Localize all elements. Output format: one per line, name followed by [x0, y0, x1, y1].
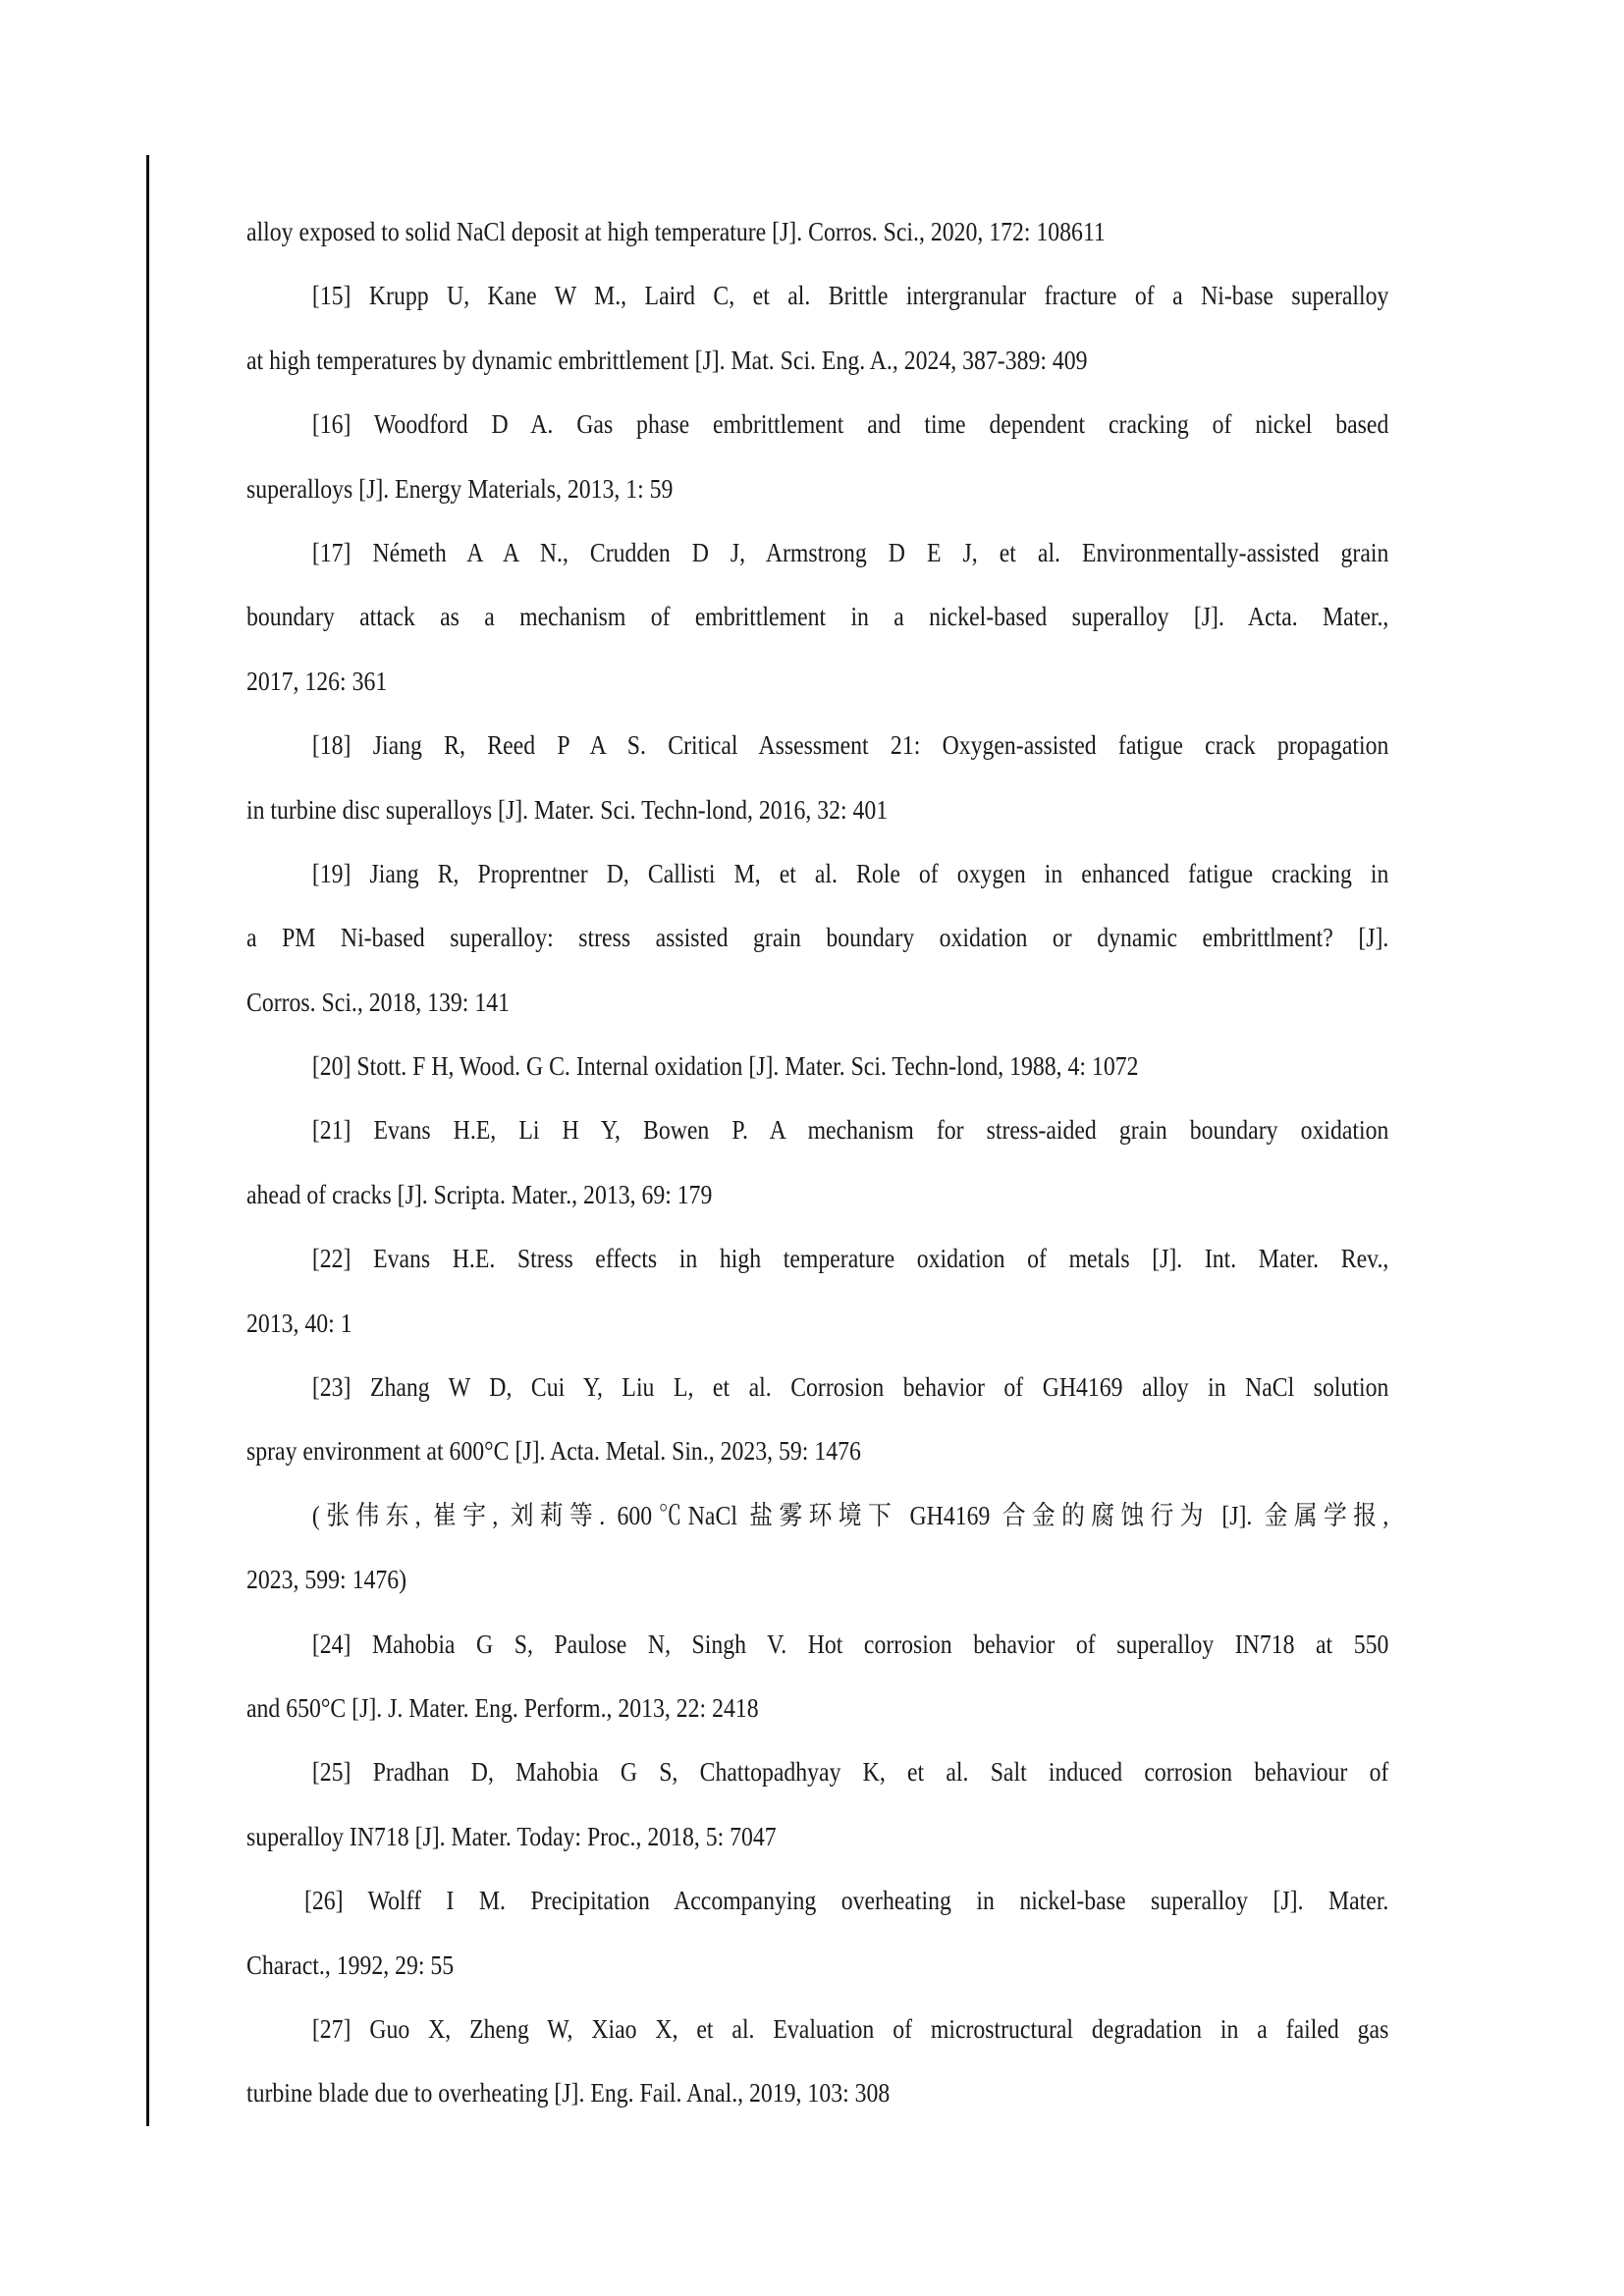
- reference-line: spray environment at 600°C [J]. Acta. Metal. Sin., 2023, 59: 1476: [246, 1436, 861, 1467]
- reference-entry-start: [21] Evans H.E, Li H Y, Bowen P. A mechanism for stress-aided grain boundary oxidation: [311, 1115, 1389, 1146]
- reference-entry-start: [20] Stott. F H, Wood. G C. Internal oxidation [J]. Mater. Sci. Techn-lond, 1988, 4: 1072: [311, 1051, 1139, 1082]
- reference-line: alloy exposed to solid NaCl deposit at high temperature [J]. Corros. Sci., 2020, 172: 108611: [246, 217, 1106, 246]
- reference-entry-start: [25] Pradhan D, Mahobia G S, Chattopadhyay K, et al. Salt induced corrosion behaviour of: [311, 1757, 1389, 1788]
- reference-entry-start: [27] Guo X, Zheng W, Xiao X, et al. Evaluation of microstructural degradation in a failed gas: [311, 2013, 1389, 2044]
- margin-change-bar: [146, 155, 149, 2126]
- reference-entry-start: (张伟东, 崔宇, 刘莉等. 600℃NaCl 盐雾环境下 GH4169 合金的腐蚀行为 [J]. 金属学报,: [311, 1500, 1389, 1530]
- reference-line: in turbine disc superalloys [J]. Mater. Sci. Techn-lond, 2016, 32: 401: [246, 794, 889, 825]
- reference-line: 2017, 126: 361: [246, 666, 388, 696]
- reference-line: Corros. Sci., 2018, 139: 141: [246, 987, 510, 1017]
- reference-entry-start: [19] Jiang R, Proprentner D, Callisti M, et al. Role of oxygen in enhanced fatigue cracking in: [311, 858, 1389, 888]
- reference-line: superalloys [J]. Energy Materials, 2013, 1: 59: [246, 473, 674, 504]
- reference-entry-start: [26] Wolff I M. Precipitation Accompanying overheating in nickel-base superalloy [J]. Mater.: [303, 1886, 1389, 1916]
- reference-line: a PM Ni-based superalloy: stress assisted grain boundary oxidation or dynamic embrittlment? [J].: [246, 923, 1389, 953]
- reference-list: [246, 210, 1388, 2136]
- reference-line: turbine blade due to overheating [J]. Eng. Fail. Anal., 2019, 103: 308: [246, 2078, 891, 2109]
- reference-entry-start: [18] Jiang R, Reed P A S. Critical Assessment 21: Oxygen-assisted fatigue crack propagation: [311, 730, 1389, 761]
- reference-entry-start: [24] Mahobia G S, Paulose N, Singh V. Hot corrosion behavior of superalloy IN718 at 550: [311, 1629, 1389, 1659]
- reference-line: at high temperatures by dynamic embrittlement [J]. Mat. Sci. Eng. A., 2024, 387-389: 409: [246, 345, 1088, 375]
- reference-line: and 650°C [J]. J. Mater. Eng. Perform., 2013, 22: 2418: [246, 1692, 759, 1723]
- reference-entry-start: [15] Krupp U, Kane W M., Laird C, et al. Brittle intergranular fracture of a Ni-base superalloy: [311, 281, 1389, 311]
- reference-entry-start: [16] Woodford D A. Gas phase embrittlement and time dependent cracking of nickel based: [311, 409, 1389, 440]
- reference-line: superalloy IN718 [J]. Mater. Today: Proc., 2018, 5: 7047: [246, 1821, 777, 1851]
- reference-line: boundary attack as a mechanism of embrittlement in a nickel-based superalloy [J]. Acta. Mater.,: [246, 602, 1389, 632]
- reference-entry-start: [17] Németh A A N., Crudden D J, Armstrong D E J, et al. Environmentally-assisted grain: [311, 537, 1389, 567]
- reference-line: 2013, 40: 1: [246, 1308, 352, 1338]
- reference-line: Charact., 1992, 29: 55: [246, 1949, 455, 1980]
- reference-entry-start: [23] Zhang W D, Cui Y, Liu L, et al. Corrosion behavior of GH4169 alloy in NaCl solution: [311, 1372, 1389, 1403]
- reference-line: 2023, 599: 1476): [246, 1565, 407, 1595]
- reference-line: ahead of cracks [J]. Scripta. Mater., 2013, 69: 179: [246, 1179, 713, 1209]
- reference-entry-start: [22] Evans H.E. Stress effects in high temperature oxidation of metals [J]. Int. Mater. Rev.,: [311, 1244, 1389, 1274]
